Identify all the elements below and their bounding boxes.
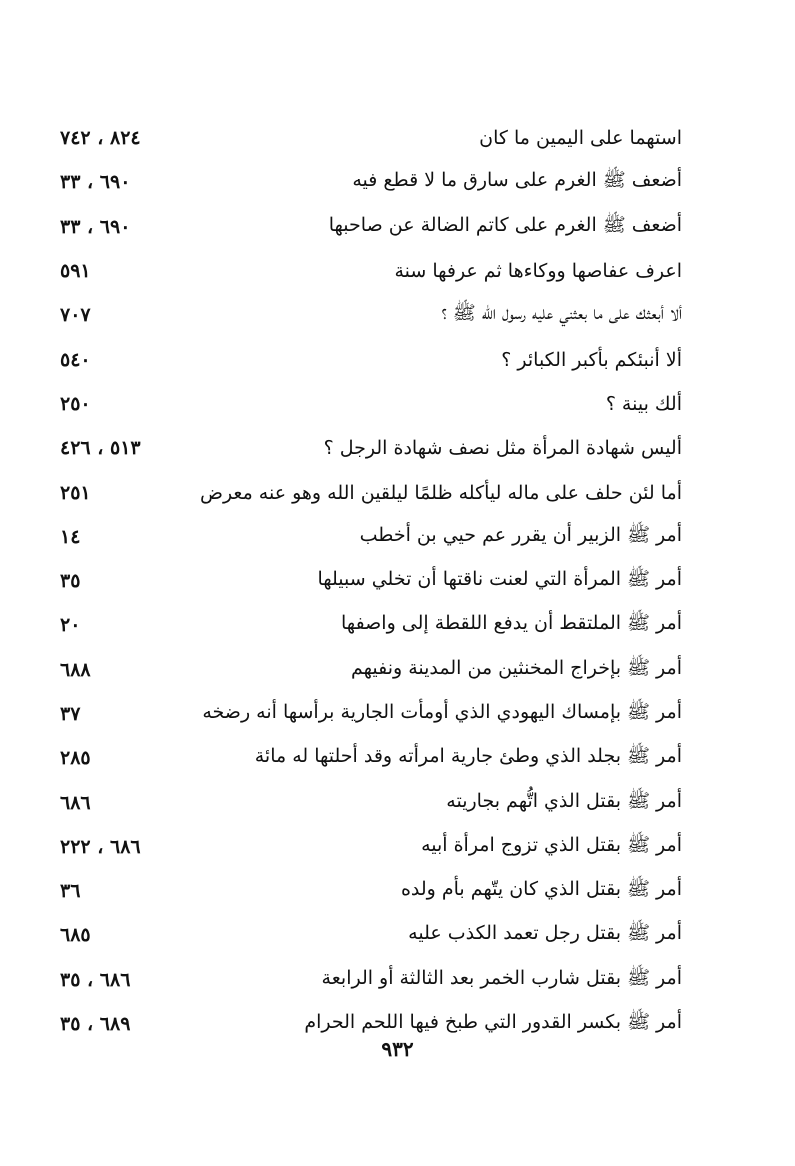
entry-page-refs: ٥٩١: [60, 260, 91, 283]
index-entry: [60, 249, 682, 293]
index-entry: [60, 337, 682, 381]
entry-page-refs: ٦٩٠ ، ٣٣: [60, 215, 131, 238]
entry-text: أمر ﷺ بقتل الذي كان يتّهم بأم ولده: [400, 878, 682, 901]
entry-page-refs: ٦٨٦ ، ٣٥: [60, 968, 131, 991]
index-entry: [60, 160, 682, 204]
index-list: [60, 116, 682, 1046]
index-entry: [60, 692, 682, 736]
entry-page-refs: ١٤: [60, 525, 81, 548]
entry-page-refs: ٣٧: [60, 703, 81, 725]
index-entry: [60, 648, 682, 692]
entry-text: ألك بينة ؟: [605, 392, 682, 415]
index-entry: [60, 958, 682, 1002]
entry-page-refs: ٧٠٧: [60, 304, 91, 327]
entry-page-refs: ٦٨٥: [60, 924, 91, 947]
entry-text: استهما على اليمين ما كان: [479, 127, 682, 150]
index-entry: [60, 470, 682, 514]
entry-page-refs: ٢٨٥: [60, 747, 91, 770]
entry-text: أضعف ﷺ الغرم على سارق ما لا قطع فيه: [352, 169, 682, 192]
index-entry: [60, 205, 682, 249]
entry-page-refs: ٦٨٦ ، ٢٢٢: [60, 835, 141, 858]
entry-text: أمر ﷺ بكسر القدور التي طبخ فيها اللحم الحرام: [304, 1011, 682, 1034]
entry-text: أمر ﷺ بقتل شارب الخمر بعد الثالثة أو الرابعة: [321, 966, 682, 989]
entry-text: أمر ﷺ الزبير أن يقرر عم حيي بن أخطب: [359, 523, 682, 546]
entry-text: ألا أنبئكم بأكبر الكبائر ؟: [501, 348, 682, 371]
entry-text: أمر ﷺ بقتل الذي اتُّهم بجاريته: [446, 789, 682, 812]
entry-page-refs: ٣٦: [60, 880, 81, 903]
entry-page-refs: ٦٨٦: [60, 791, 91, 814]
index-entry: [60, 869, 682, 913]
entry-page-refs: ٢٥١: [60, 481, 91, 504]
entry-page-refs: ٨٢٤ ، ٧٤٢: [60, 127, 141, 150]
entry-text: أليس شهادة المرأة مثل نصف شهادة الرجل ؟: [323, 437, 682, 460]
entry-page-refs: ٦٨٨: [60, 658, 91, 681]
index-entry: [60, 780, 682, 824]
entry-text: ألا أبعثك على ما بعثني عليه رسول الله ﷺ ؟: [441, 302, 682, 325]
page-number: ٩٣٢: [381, 1037, 414, 1061]
index-entry: [60, 382, 682, 426]
entry-page-refs: ٢٥٠: [60, 392, 91, 415]
entry-text: أمر ﷺ بإخراج المخنثين من المدينة ونفيهم: [350, 656, 682, 679]
entry-page-refs: ٥١٣ ، ٤٢٦: [60, 437, 141, 460]
index-entry: [60, 603, 682, 647]
index-entry: [60, 426, 682, 470]
entry-page-refs: ٦٨٩ ، ٣٥: [60, 1013, 131, 1036]
index-entry: [60, 736, 682, 780]
entry-text: أمر ﷺ بقتل الذي تزوج امرأة أبيه: [421, 833, 682, 856]
index-entry: [60, 116, 682, 160]
entry-page-refs: ٢٠: [60, 614, 81, 637]
entry-page-refs: ٣٥: [60, 570, 81, 593]
entry-page-refs: ٥٤٠: [60, 348, 91, 371]
index-entry: [60, 515, 682, 559]
index-entry: [60, 825, 682, 869]
index-entry: [60, 559, 682, 603]
index-entry: [60, 913, 682, 957]
entry-text: أمر ﷺ بقتل رجل تعمد الكذب عليه: [408, 922, 682, 945]
index-entry: [60, 293, 682, 337]
entry-text: اعرف عفاصها ووكاءها ثم عرفها سنة: [394, 260, 682, 283]
entry-text: أمر ﷺ الملتقط أن يدفع اللقطة إلى واصفها: [341, 612, 682, 635]
entry-text: أمر ﷺ المرأة التي لعنت ناقتها أن تخلي سبيلها: [317, 568, 682, 591]
entry-text: أمر ﷺ بإمساك اليهودي الذي أومأت الجارية برأسها أنه رضخه: [202, 701, 682, 723]
entry-page-refs: ٦٩٠ ، ٣٣: [60, 171, 131, 194]
entry-text: أضعف ﷺ الغرم على كاتم الضالة عن صاحبها: [328, 213, 682, 236]
entry-text: أما لئن حلف على ماله ليأكله ظلمًا ليلقين الله وهو عنه معرض: [199, 481, 682, 504]
entry-text: أمر ﷺ بجلد الذي وطئ جارية امرأته وقد أحلتها له مائة: [254, 745, 682, 768]
